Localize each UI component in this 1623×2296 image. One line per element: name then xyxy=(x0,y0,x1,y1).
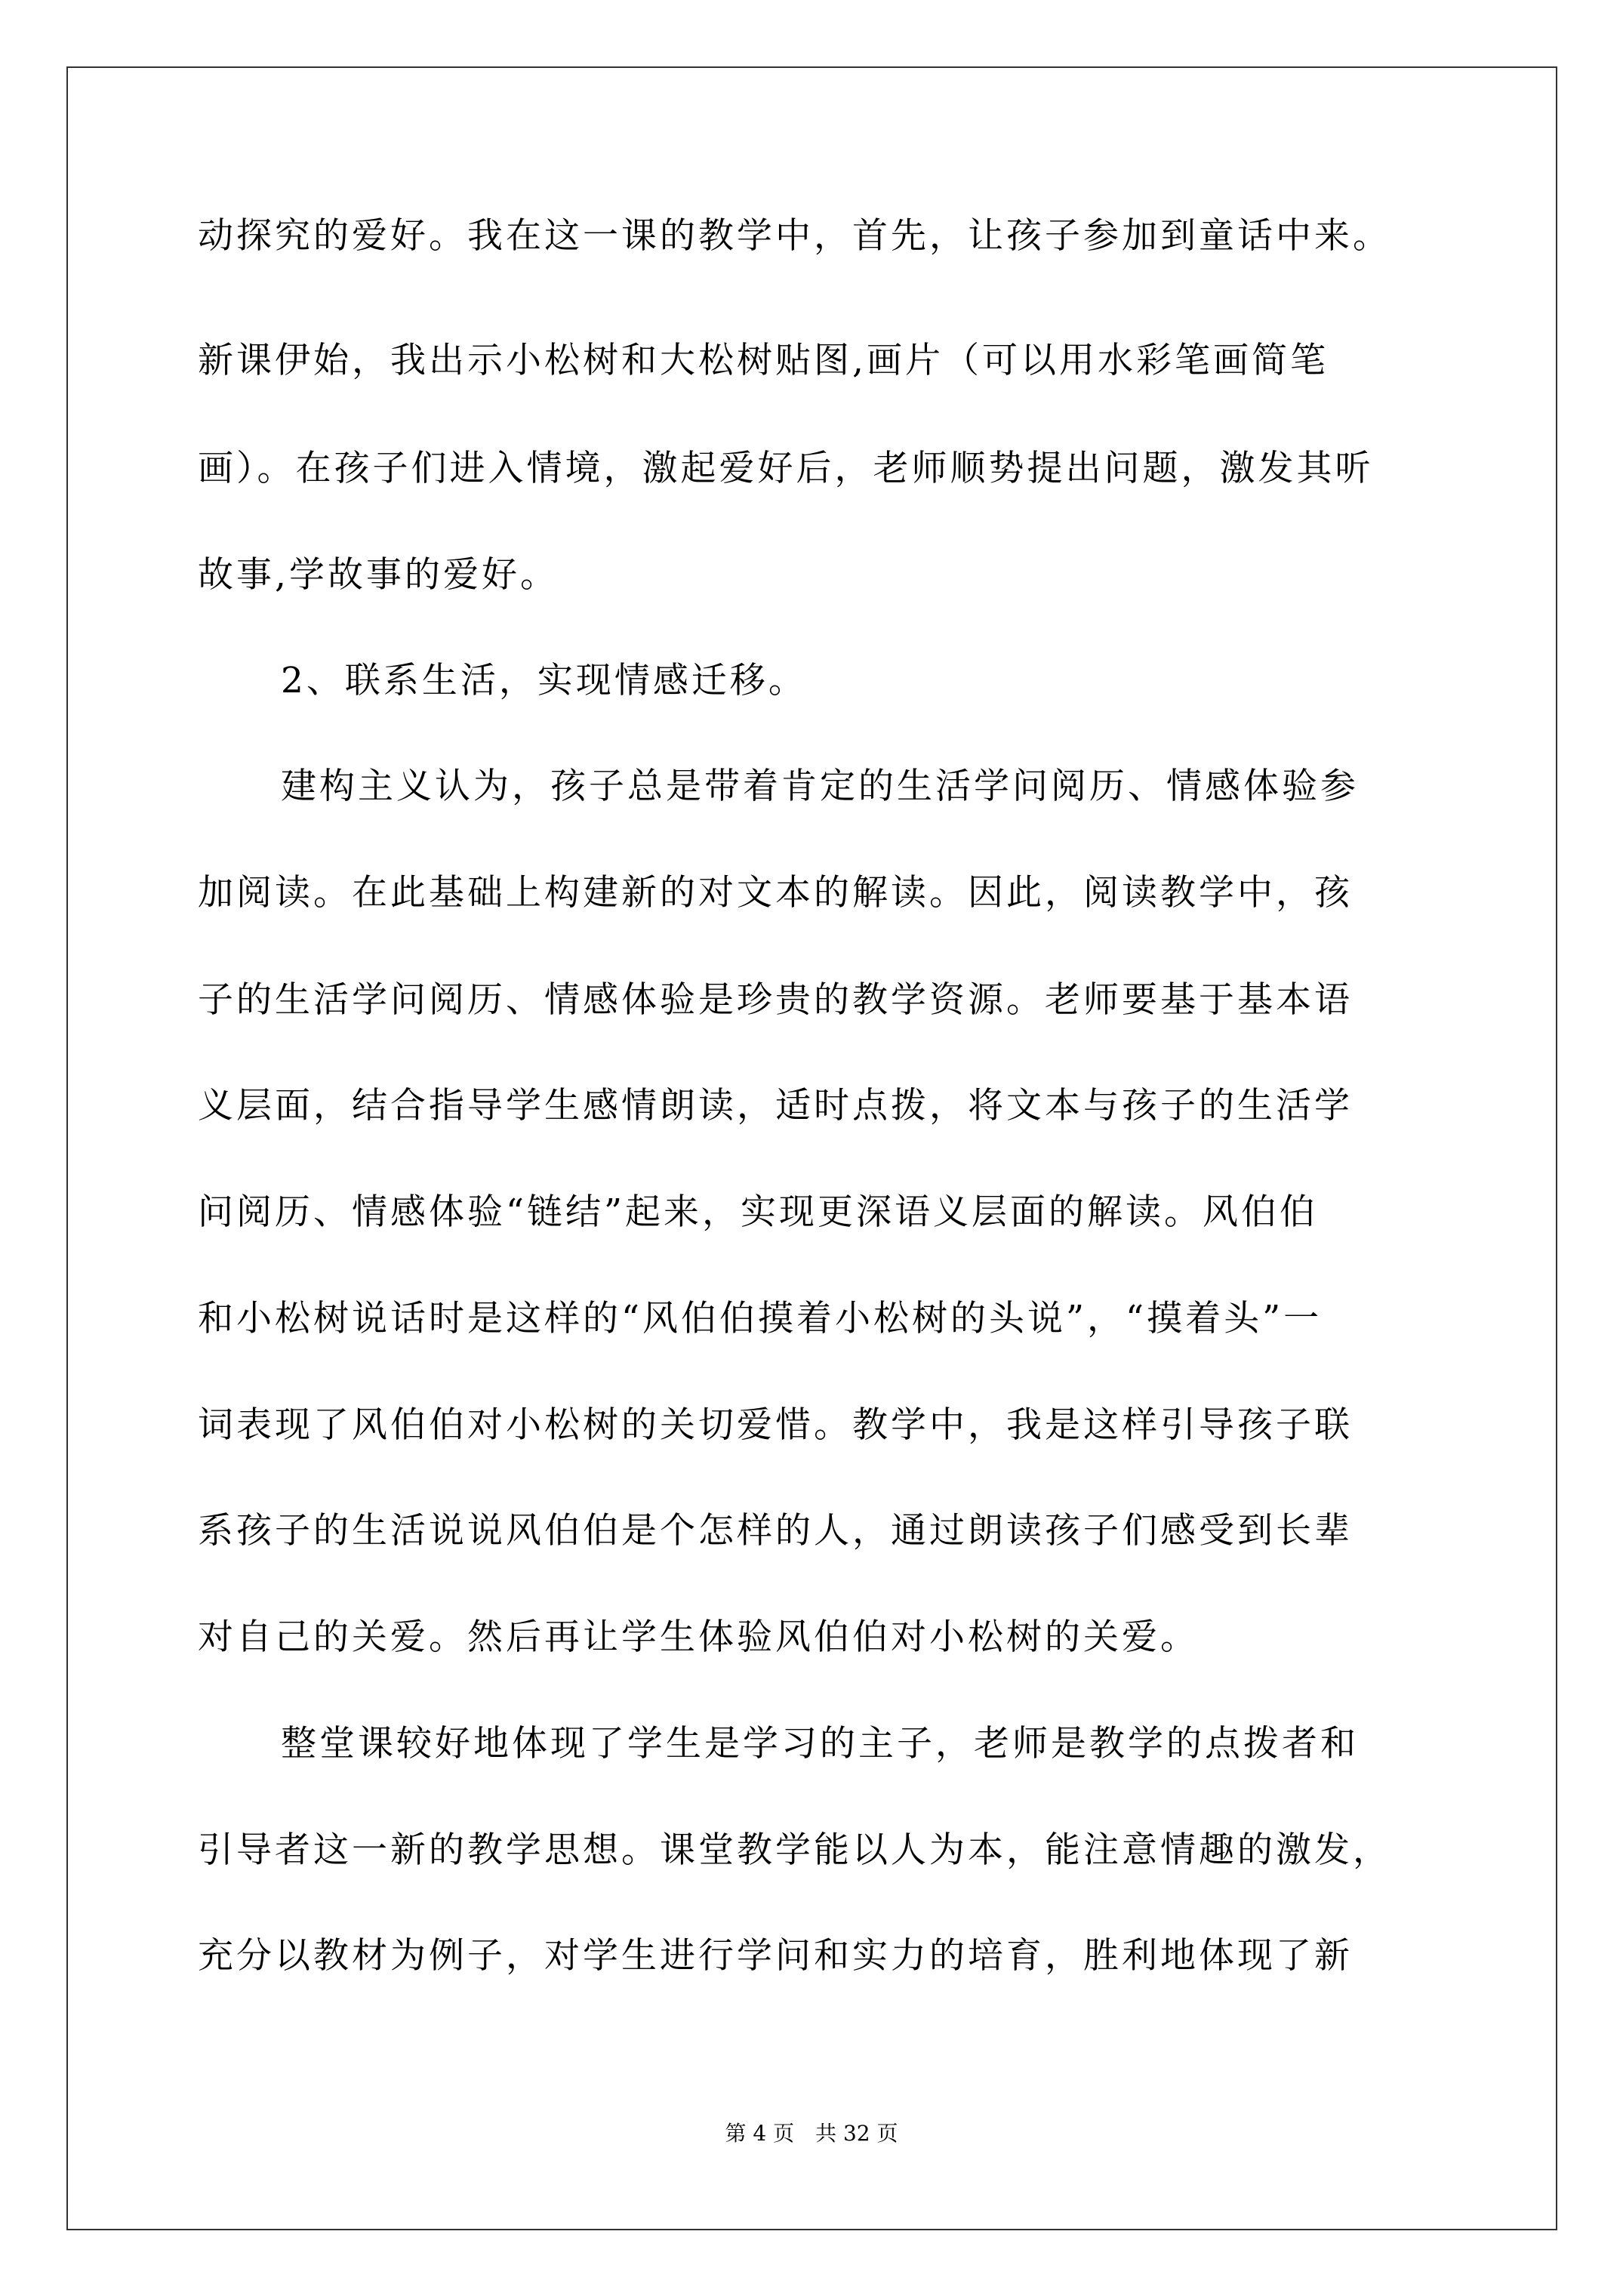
text-line: 建构主义认为，孩子总是带着肯定的生活学问阅历、情感体验参 xyxy=(281,766,1359,807)
text-line: 和小松树说话时是这样的“风伯伯摸着小松树的头说”，“摸着头”一 xyxy=(198,1298,1323,1339)
text-line: 加阅读。在此基础上构建新的对文本的解读。因此，阅读教学中，孩 xyxy=(198,872,1353,914)
page-footer: 第 4 页 共 32 页 xyxy=(725,2121,898,2146)
text-line: 充分以教材为例子，对学生进行学问和实力的培育，胜利地体现了新 xyxy=(198,1935,1353,1977)
text-line: 新课伊始，我出示小松树和大松树贴图,画片（可以用水彩笔画简笔 xyxy=(198,340,1329,381)
text-line: 义层面，结合指导学生感情朗读，适时点拨，将文本与孩子的生活学 xyxy=(198,1085,1353,1126)
text-line: 整堂课较好地体现了学生是学习的主子，老师是教学的点拨者和 xyxy=(281,1723,1359,1764)
text-line: 动探究的爱好。我在这一课的教学中，首先，让孩子参加到童话中来。 xyxy=(198,215,1391,257)
text-line: 引导者这一新的教学思想。课堂教学能以人为本，能注意情趣的激发， xyxy=(198,1829,1391,1871)
text-line: 对自己的关爱。然后再让学生体验风伯伯对小松树的关爱。 xyxy=(198,1616,1199,1658)
text-line: 问阅历、情感体验“链结”起来，实现更深语义层面的解读。风伯伯 xyxy=(198,1191,1319,1233)
text-line: 画）。在孩子们进入情境，激起爱好后，老师顺势提出问题，激发其听 xyxy=(198,448,1374,489)
text-line: 词表现了风伯伯对小松树的关切爱惜。教学中，我是这样引导孩子联 xyxy=(198,1404,1353,1446)
text-line: 2、联系生活，实现情感迁移。 xyxy=(281,660,807,701)
text-line: 系孩子的生活说说风伯伯是个怎样的人，通过朗读孩子们感受到长辈 xyxy=(198,1510,1353,1552)
text-line: 故事,学故事的爱好。 xyxy=(198,554,559,596)
text-line: 子的生活学问阅历、情感体验是珍贵的教学资源。老师要基于基本语 xyxy=(198,979,1353,1021)
page-border xyxy=(66,66,1557,2230)
